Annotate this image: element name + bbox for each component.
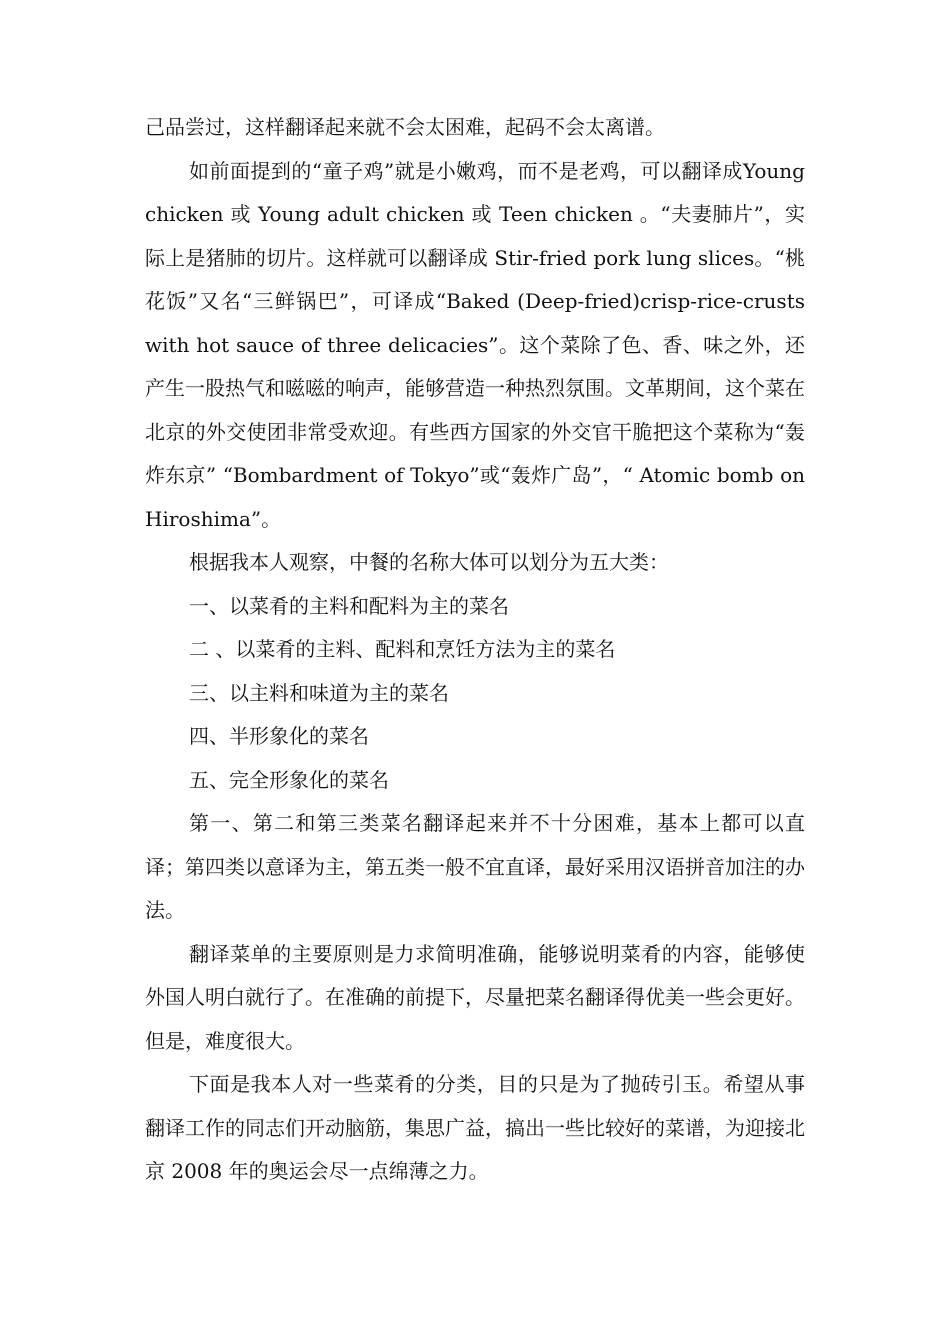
document-body — [145, 106, 805, 1194]
list-item-category-2: 二 、以菜肴的主料、配料和烹饪方法为主的菜名 — [189, 637, 616, 661]
list-item-category-3: 三、以主料和味道为主的菜名 — [189, 680, 449, 705]
paragraph-dish-examples: 如前面提到的“童子鸡”就是小嫩鸡，而不是老鸡，可以翻译成Young chicken 或 Young adult chicken 或 Teen chicken 。“夫妻肺片”，实际上是猪肺的切片。这样就可以翻译成 Stir-fried pork lung slices。“桃花饭”又名“三鲜锅巴”，可译成“Baked (Deep-fried)crisp-rice-crusts with hot sauce of three delicacies”。这个菜除了色、香、味之外，还产生一股热气和嗞嗞的响声，能够营造一种热烈氛围。文革期间，这个菜在北京的外交使团非常受欢迎。有些西方国家的外交官干脆把这个菜称为“轰炸东京” “Bombardment of Tokyo”或“轰炸广岛”，“ Atomic bomb on Hiroshima”。 — [145, 158, 805, 531]
paragraph-continuation: 己品尝过，这样翻译起来就不会太困难，起码不会太离谱。 — [145, 115, 665, 139]
paragraph-closing: 下面是我本人对一些菜肴的分类，目的只是为了抛砖引玉。希望从事翻译工作的同志们开动脑筋，集思广益，搞出一些比较好的菜谱，为迎接北京 2008 年的奥运会尽一点绵薄之力。 — [145, 1072, 805, 1183]
paragraph-translation-methods: 第一、第二和第三类菜名翻译起来并不十分困难，基本上都可以直译；第四类以意译为主，第五类一般不宜直译，最好采用汉语拼音加注的办法。 — [145, 811, 805, 922]
paragraph-categories-intro: 根据我本人观察，中餐的名称大体可以划分为五大类： — [189, 550, 669, 574]
list-item-category-1: 一、以菜肴的主料和配料为主的菜名 — [189, 593, 509, 618]
list-item-category-4: 四、半形象化的菜名 — [189, 724, 369, 748]
list-item-category-5: 五、完全形象化的菜名 — [189, 767, 389, 792]
paragraph-translation-principles: 翻译菜单的主要原则是力求简明准确，能够说明菜肴的内容，能够使外国人明白就行了。在准确的前提下，尽量把菜名翻译得优美一些会更好。但是，难度很大。 — [145, 941, 805, 1053]
